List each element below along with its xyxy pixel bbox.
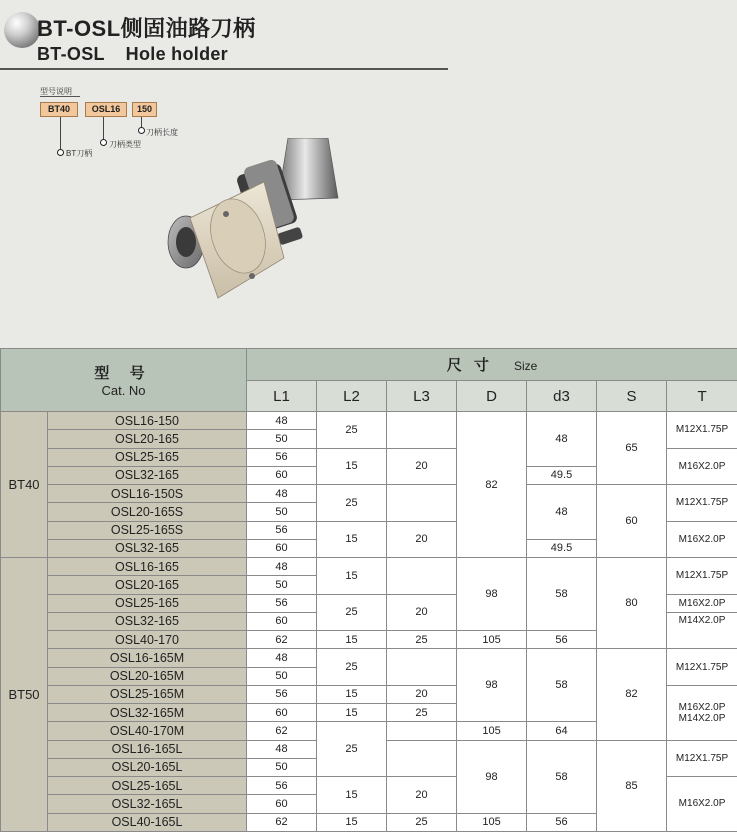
d-cell: 105 bbox=[457, 631, 527, 649]
l3-cell: 25 bbox=[387, 813, 457, 831]
l2-cell: 25 bbox=[317, 649, 387, 686]
s-cell: 80 bbox=[597, 558, 667, 649]
l3-cell: 20 bbox=[387, 777, 457, 814]
s-cell: 85 bbox=[597, 740, 667, 831]
model-cell: OSL25-165S bbox=[48, 521, 247, 539]
table-row bbox=[1, 412, 737, 430]
model-cell: OSL16-150S bbox=[48, 485, 247, 503]
model-cell: OSL40-170M bbox=[48, 722, 247, 740]
l3-cell: 25 bbox=[387, 704, 457, 722]
l2-cell: 25 bbox=[317, 485, 387, 522]
model-header bbox=[1, 349, 247, 412]
specification-table bbox=[0, 348, 737, 832]
model-cell: OSL16-150 bbox=[48, 412, 247, 430]
caption-bt-holder: BT刀柄 bbox=[66, 149, 93, 158]
connector-dot bbox=[138, 127, 145, 134]
title-divider bbox=[0, 68, 448, 70]
l2-cell: 15 bbox=[317, 521, 387, 558]
col-header-l2: L2 bbox=[317, 381, 387, 412]
l3-cell: 20 bbox=[387, 521, 457, 558]
model-cell: OSL32-165 bbox=[48, 539, 247, 557]
model-header-en: Cat. No bbox=[101, 383, 146, 398]
t-cell: M16X2.0P bbox=[667, 521, 737, 558]
l3-cell: 20 bbox=[387, 594, 457, 631]
code-box-osl16: OSL16 bbox=[85, 102, 127, 117]
model-cell: OSL20-165S bbox=[48, 503, 247, 521]
col-header-t: T bbox=[667, 381, 737, 412]
d-cell: 98 bbox=[457, 558, 527, 631]
l2-cell: 25 bbox=[317, 412, 387, 449]
l2-cell: 15 bbox=[317, 631, 387, 649]
t-cell: M12X1.75P bbox=[667, 412, 737, 449]
l1-cell: 50 bbox=[247, 430, 317, 448]
d3-cell: 49.5 bbox=[527, 539, 597, 557]
l1-cell: 48 bbox=[247, 649, 317, 667]
l1-cell: 60 bbox=[247, 612, 317, 630]
d3-cell: 48 bbox=[527, 412, 597, 467]
col-header-l1: L1 bbox=[247, 381, 317, 412]
l2-cell: 15 bbox=[317, 448, 387, 485]
table-row bbox=[1, 649, 737, 667]
code-box-150: 150 bbox=[132, 102, 157, 117]
model-header-cn: 型 号 bbox=[94, 365, 153, 382]
col-header-s: S bbox=[597, 381, 667, 412]
l3-cell bbox=[387, 485, 457, 522]
d3-cell: 56 bbox=[527, 631, 597, 649]
model-cell: OSL20-165M bbox=[48, 667, 247, 685]
t-cell: M12X1.75P bbox=[667, 485, 737, 522]
d-cell: 98 bbox=[457, 649, 527, 722]
l1-cell: 56 bbox=[247, 521, 317, 539]
d-cell: 98 bbox=[457, 740, 527, 813]
l1-cell: 50 bbox=[247, 758, 317, 776]
l3-cell: 20 bbox=[387, 685, 457, 703]
d3-cell: 58 bbox=[527, 649, 597, 722]
l2-cell: 15 bbox=[317, 704, 387, 722]
t-cell bbox=[667, 685, 737, 740]
d3-cell: 64 bbox=[527, 722, 597, 740]
l1-cell: 60 bbox=[247, 795, 317, 813]
tool-holder-illustration bbox=[160, 138, 340, 303]
size-header-cn: 尺 寸 bbox=[446, 357, 493, 374]
l1-cell: 62 bbox=[247, 813, 317, 831]
page-title-cn: BT-OSL侧固油路刀柄 bbox=[37, 16, 256, 41]
l1-cell: 50 bbox=[247, 576, 317, 594]
connector-line bbox=[60, 117, 61, 151]
model-cell: OSL25-165 bbox=[48, 448, 247, 466]
l1-cell: 60 bbox=[247, 704, 317, 722]
decorative-sphere bbox=[4, 12, 40, 48]
model-cell: OSL25-165M bbox=[48, 685, 247, 703]
page-title-en: BT-OSL Hole holder bbox=[37, 44, 228, 64]
t-cell: M16X2.0P bbox=[667, 594, 737, 612]
l3-cell bbox=[387, 412, 457, 449]
l1-cell: 48 bbox=[247, 412, 317, 430]
code-box-bt40: BT40 bbox=[40, 102, 78, 117]
model-cell: OSL16-165L bbox=[48, 740, 247, 758]
connector-dot bbox=[100, 139, 107, 146]
model-cell: OSL20-165L bbox=[48, 758, 247, 776]
l1-cell: 56 bbox=[247, 448, 317, 466]
l2-cell: 25 bbox=[317, 594, 387, 631]
l2-cell: 25 bbox=[317, 722, 387, 777]
s-cell: 60 bbox=[597, 485, 667, 558]
caption-holder-length: 刀柄长度 bbox=[146, 128, 178, 137]
t-cell: M14X2.0P bbox=[667, 612, 737, 649]
table-row bbox=[1, 558, 737, 576]
l1-cell: 48 bbox=[247, 558, 317, 576]
l2-cell: 15 bbox=[317, 558, 387, 595]
model-cell: OSL25-165 bbox=[48, 594, 247, 612]
l3-cell bbox=[387, 740, 457, 777]
model-cell: OSL32-165L bbox=[48, 795, 247, 813]
l1-cell: 60 bbox=[247, 539, 317, 557]
t-cell: M16X2.0P bbox=[667, 777, 737, 832]
model-cell: OSL32-165 bbox=[48, 612, 247, 630]
l3-cell bbox=[387, 722, 457, 740]
col-header-d: D bbox=[457, 381, 527, 412]
l2-cell: 15 bbox=[317, 813, 387, 831]
s-cell: 65 bbox=[597, 412, 667, 485]
d-cell: 105 bbox=[457, 722, 527, 740]
l1-cell: 56 bbox=[247, 594, 317, 612]
d3-cell: 48 bbox=[527, 485, 597, 540]
model-cell: OSL16-165M bbox=[48, 649, 247, 667]
l1-cell: 62 bbox=[247, 722, 317, 740]
model-cell: OSL40-170 bbox=[48, 631, 247, 649]
l1-cell: 50 bbox=[247, 503, 317, 521]
t-cell: M12X1.75P bbox=[667, 558, 737, 595]
l1-cell: 56 bbox=[247, 777, 317, 795]
size-header bbox=[247, 349, 737, 381]
l3-cell bbox=[387, 558, 457, 595]
group-bt40: BT40 bbox=[1, 412, 48, 558]
model-cell: OSL32-165 bbox=[48, 466, 247, 484]
group-bt50: BT50 bbox=[1, 558, 48, 832]
d3-cell: 58 bbox=[527, 740, 597, 813]
l2-cell: 15 bbox=[317, 685, 387, 703]
l1-cell: 48 bbox=[247, 485, 317, 503]
l1-cell: 60 bbox=[247, 466, 317, 484]
model-cell: OSL16-165 bbox=[48, 558, 247, 576]
d3-cell: 58 bbox=[527, 558, 597, 631]
l1-cell: 50 bbox=[247, 667, 317, 685]
d3-cell: 49.5 bbox=[527, 466, 597, 484]
t-cell: M16X2.0P bbox=[667, 448, 737, 485]
d3-cell: 56 bbox=[527, 813, 597, 831]
l3-cell: 20 bbox=[387, 448, 457, 485]
caption-holder-type: 刀柄类型 bbox=[109, 140, 141, 149]
t-cell: M12X1.75P bbox=[667, 649, 737, 686]
col-header-l3: L3 bbox=[387, 381, 457, 412]
size-header-en: Size bbox=[513, 359, 538, 373]
model-explanation-label: 型号说明 bbox=[40, 87, 72, 96]
connector-dot bbox=[57, 149, 64, 156]
l2-cell: 15 bbox=[317, 777, 387, 814]
t-value-m16: M16X2.0P bbox=[678, 701, 726, 713]
l1-cell: 48 bbox=[247, 740, 317, 758]
d-cell: 82 bbox=[457, 412, 527, 558]
t-cell: M12X1.75P bbox=[667, 740, 737, 777]
l3-cell: 25 bbox=[387, 631, 457, 649]
l1-cell: 56 bbox=[247, 685, 317, 703]
table-row bbox=[1, 485, 737, 503]
model-cell: OSL20-165 bbox=[48, 576, 247, 594]
d-cell: 105 bbox=[457, 813, 527, 831]
model-cell: OSL25-165L bbox=[48, 777, 247, 795]
col-header-d3: d3 bbox=[527, 381, 597, 412]
model-cell: OSL20-165 bbox=[48, 430, 247, 448]
s-cell: 82 bbox=[597, 649, 667, 740]
model-cell: OSL40-165L bbox=[48, 813, 247, 831]
l1-cell: 62 bbox=[247, 631, 317, 649]
model-explanation-underline bbox=[40, 96, 80, 97]
t-value-m14: M14X2.0P bbox=[678, 712, 726, 724]
model-cell: OSL32-165M bbox=[48, 704, 247, 722]
l3-cell bbox=[387, 649, 457, 686]
connector-line bbox=[103, 117, 104, 141]
